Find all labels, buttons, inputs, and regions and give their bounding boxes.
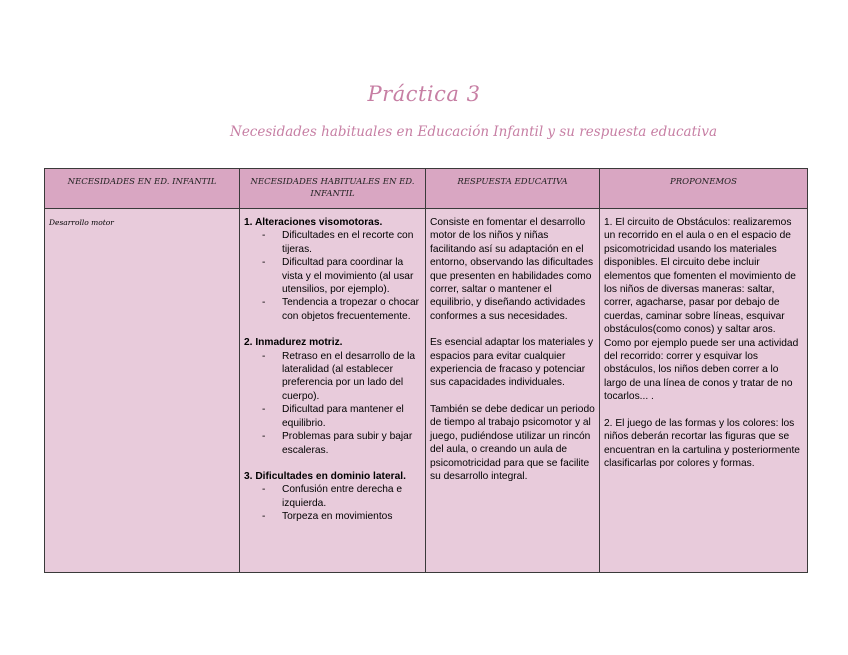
list-item: - Problemas para subir y bajar escaleras. [282,430,421,457]
list-item: - Dificultad para coordinar la vista y el movimiento (al usar utensilios, por ejemplo). [282,256,421,296]
header-necesidades-habituales: NECESIDADES HABITUALES EN ED. INFANTIL [240,169,426,209]
list-item: - Dificultad para mantener el equilibrio. [282,403,421,430]
needs-table [44,168,808,573]
respuesta-paragraph: Consiste en fomentar el desarrollo motor de los niños y niñas facilitando así su adaptación en el entorno, observando las dificultades que presenten en habilidades como correr, saltar o mantener el equilibrio, y diseñando actividades conformes a sus necesidades. [430,217,594,322]
list-item: - Confusión entre derecha e izquierda. [282,483,421,510]
list-item: - Dificultades en el recorte con tijeras. [282,229,421,256]
proponemos-cell [600,209,808,573]
page-subtitle: Necesidades habituales en Educación Infantil y su respuesta educativa [230,124,717,140]
list-item: - Tendencia a tropezar o chocar con objetos frecuentemente. [282,296,421,323]
respuesta-paragraph: Es esencial adaptar los materiales y espacios para evitar cualquier experiencia de fracaso y potenciar sus capacidades individuales. [430,337,594,389]
respuesta-paragraph: También se debe dedicar un periodo de tiempo al trabajo psicomotor y al juego, pudiéndose utilizar un rincón del aula, o creando un aula de psicomotricidad para que se facilite su desarrollo integral. [430,403,595,482]
list-item: - Torpeza en movimientos [282,510,421,523]
bullet-list [244,350,421,457]
habituales-cell [240,209,426,573]
need-cell: Desarrollo motor [45,209,240,573]
bullet-list [244,483,421,523]
header-necesidades: NECESIDADES EN ED. INFANTIL [45,169,240,209]
header-respuesta-educativa: RESPUESTA EDUCATIVA [426,169,600,209]
section-heading: 3. Dificultades en dominio lateral. [244,470,406,482]
list-item: - Retraso en el desarrollo de la lateralidad (al establecer preferencia por un lado del cuerpo). [282,350,421,404]
section-heading: 2. Inmadurez motriz. [244,337,343,349]
respuesta-cell [426,209,600,573]
table-row [45,209,808,573]
proponemos-paragraph: 2. El juego de las formas y los colores: los niños deberán recortar las figuras que se encuentran en la cartulina y posteriormente clasificarlas por colores y formas. [604,417,800,469]
section-heading: 1. Alteraciones visomotoras. [244,217,383,228]
table-header-row [45,169,808,209]
proponemos-paragraph: 1. El circuito de Obstáculos: realizaremos un recorrido en el aula o en el espacio de psicomotricidad usando los materiales disponibles. El circuito debe incluir elementos que fomenten el movimiento de los niños de diversas maneras: saltar, correr, agacharse, pasar por debajo de cuerdas, caminar sobre líneas, esquivar obstáculos(como conos) y saltar aros. Como por ejemplo puede ser una actividad del recorrido: correr y esquivar los obstáculos, los niños deben correr a lo largo de una línea de conos y tratar de no tocarlos... . [604,217,799,403]
page-title: Práctica 3 [367,82,481,106]
bullet-list [244,229,421,323]
header-proponemos: PROPONEMOS [600,169,808,209]
